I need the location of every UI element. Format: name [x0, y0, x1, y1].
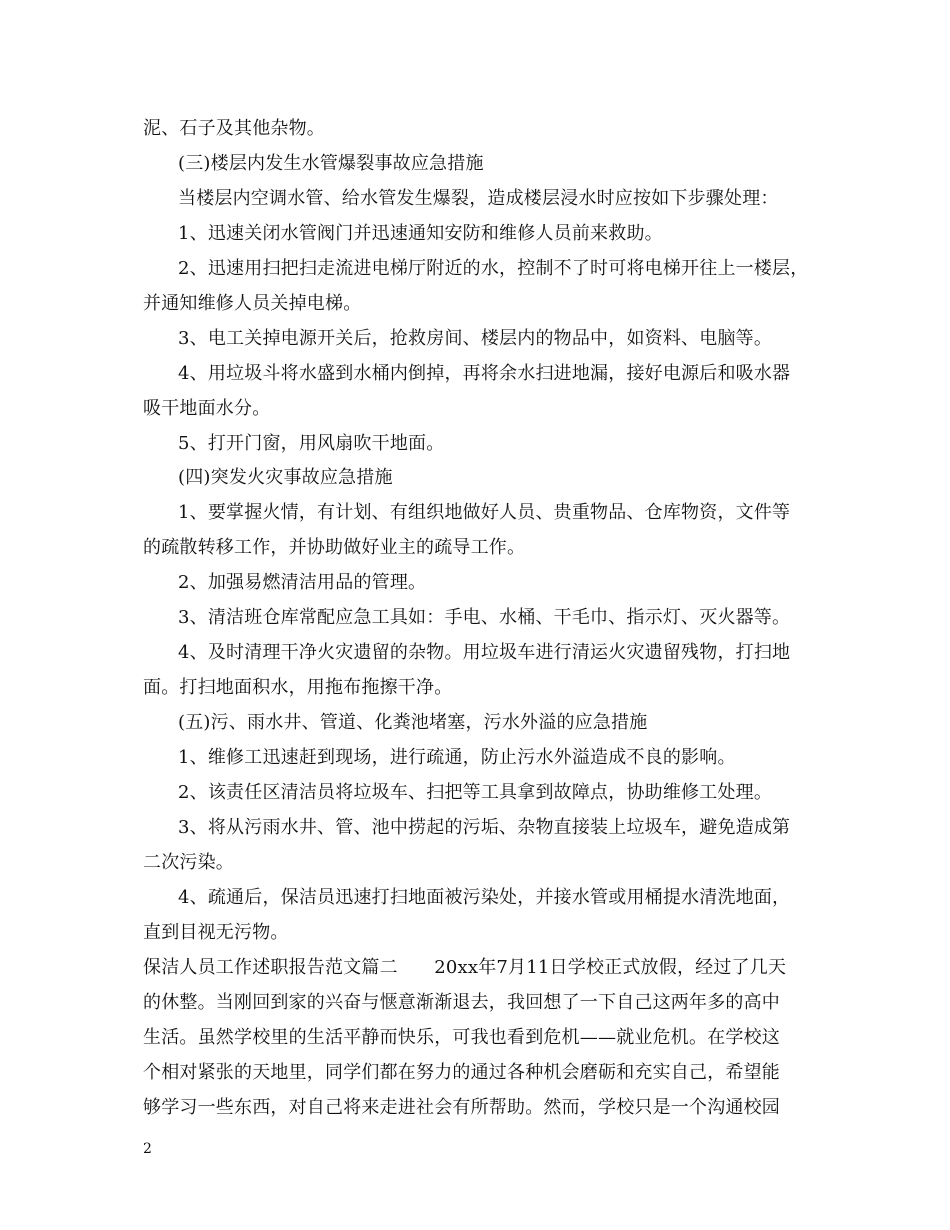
text-line: 够学习一些东西，对自己将来走进社会有所帮助。然而，学校只是一个沟通校园	[143, 1097, 780, 1118]
text-line: 的休整。当刚回到家的兴奋与惬意渐渐退去，我回想了一下自己这两年多的高中	[143, 992, 780, 1013]
section-heading: (五)污、雨水井、管道、化粪池堵塞，污水外溢的应急措施	[178, 712, 648, 733]
text-line: 2、该责任区清洁员将垃圾车、扫把等工具拿到故障点，协助维修工处理。	[178, 782, 773, 803]
text-line: 泥、石子及其他杂物。	[143, 118, 325, 139]
text-line: 4、用垃圾斗将水盛到水桶内倒掉，再将余水扫进地漏，接好电源后和吸水器	[178, 363, 791, 384]
text-line: 二次污染。	[143, 852, 234, 873]
text-line: 1、迅速关闭水管阀门并迅速通知安防和维修人员前来救助。	[178, 223, 663, 244]
section-heading: (三)楼层内发生水管爆裂事故应急措施	[178, 153, 484, 174]
page-number: 2	[143, 1141, 152, 1157]
section-heading: (四)突发火灾事故应急措施	[178, 467, 393, 488]
text-line: 3、电工关掉电源开关后，抢救房间、楼层内的物品中，如资料、电脑等。	[178, 328, 773, 349]
text-line: 2、加强易燃清洁用品的管理。	[178, 572, 427, 593]
text-line: 3、将从污雨水井、管、池中捞起的污垢、杂物直接装上垃圾车，避免造成第	[178, 817, 791, 838]
text-line: 的疏散转移工作，并协助做好业主的疏导工作。	[143, 537, 526, 558]
text-line: 1、维修工迅速赶到现场，进行疏通，防止污水外溢造成不良的影响。	[178, 747, 736, 768]
text-line: 4、疏通后，保洁员迅速打扫地面被污染处，并接水管或用桶提水清洗地面，	[178, 887, 791, 908]
text-line: 保洁人员工作述职报告范文篇二 20xx年7月11日学校正式放假，经过了几天	[143, 957, 787, 978]
text-line: 面。打扫地面积水，用拖布拖擦干净。	[143, 677, 453, 698]
text-line: 直到目视无污物。	[143, 922, 289, 943]
text-line: 吸干地面水分。	[143, 398, 271, 419]
text-line: 4、及时清理干净火灾遗留的杂物。用垃圾车进行清运火灾遗留残物，打扫地	[178, 642, 791, 663]
text-line: 5、打开门窗，用风扇吹干地面。	[178, 433, 445, 454]
text-line: 并通知维修人员关掉电梯。	[143, 293, 362, 314]
text-line: 当楼层内空调水管、给水管发生爆裂，造成楼层浸水时应按如下步骤处理：	[178, 188, 779, 209]
text-line: 生活。虽然学校里的生活平静而快乐，可我也看到危机——就业危机。在学校这	[143, 1027, 780, 1048]
text-line: 个相对紧张的天地里，同学们都在努力的通过各种机会磨砺和充实自己，希望能	[143, 1062, 780, 1083]
text-line: 1、要掌握火情，有计划、有组织地做好人员、贵重物品、仓库物资，文件等	[178, 502, 791, 523]
text-line: 2、迅速用扫把扫走流进电梯厅附近的水，控制不了时可将电梯开往上一楼层，	[178, 258, 809, 279]
text-line: 3、清洁班仓库常配应急工具如：手电、水桶、干毛巾、指示灯、灭火器等。	[178, 607, 791, 628]
